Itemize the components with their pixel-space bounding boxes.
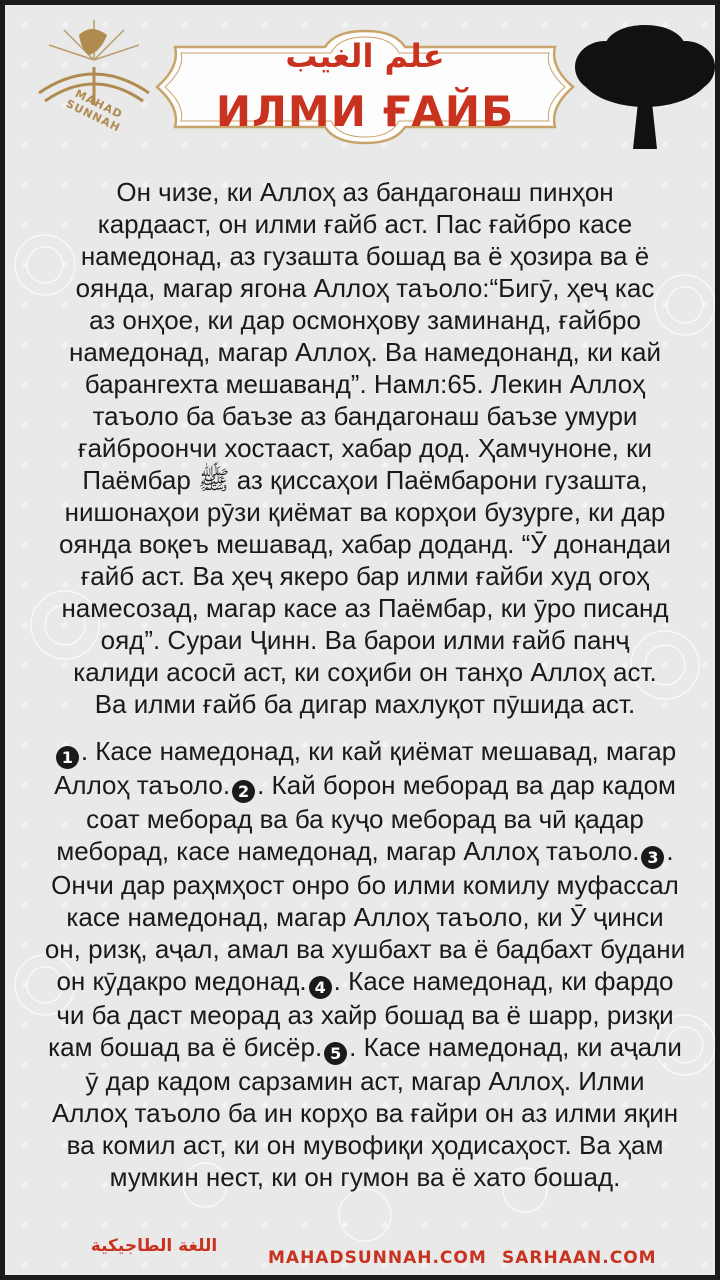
text-line: намесозад, магар касе аз Паёмбар, ки ӯро писанд bbox=[61, 593, 669, 623]
text-span: кам бошад ва ё бисёр. bbox=[48, 1032, 323, 1062]
text-line: он, ризқ, аҷал, амал ва хушбахт ва ё бадбахт будани bbox=[44, 934, 686, 964]
text-line bbox=[31, 735, 699, 769]
text-line: чи ба даст меорад аз хайр бошад ва ё шарр, ризқи bbox=[56, 1000, 674, 1030]
text-line: Ва илми ғайб ба дигар махлуқот пӯшида аст. bbox=[94, 689, 636, 719]
text-span: . Касе намедонад, ки аҷали bbox=[349, 1032, 682, 1062]
text-line: ва комил аст, ки он мувофиқи ҳодисаҳост. Ва ҳам bbox=[66, 1130, 664, 1160]
footer-site-link[interactable]: SARHAAN.COM bbox=[502, 1248, 657, 1268]
footer-arabic-label: اللغة الطاجيكية bbox=[90, 1236, 218, 1256]
text-line: намедонад, аз гузашта бошад ва ё ҳозира ва ё bbox=[80, 241, 650, 271]
footer-site-link[interactable]: MAHADSUNNAH.COM bbox=[268, 1248, 487, 1268]
text-line: соат меборад ва ба куҷо меборад ва чӣ қадар bbox=[86, 804, 644, 834]
text-line: ғайб аст. Ва ҳеҷ якеро бар илми ғайби худ огоҳ bbox=[80, 561, 650, 591]
text-line: кардааст, он илми ғайб аст. Пас ғайбро касе bbox=[97, 209, 633, 239]
text-line: ғайброончи хостааст, хабар дод. Ҳамчуноне, ки bbox=[77, 433, 653, 463]
tree-icon bbox=[571, 23, 719, 153]
keys-paragraph bbox=[31, 735, 699, 1193]
arabic-title: علم الغيب bbox=[285, 37, 445, 75]
page-title: ИЛМИ ҒАЙБ bbox=[215, 87, 515, 136]
logo-text: MAHAD SUNNAH bbox=[63, 87, 125, 135]
text-line: Аллоҳ таъоло ба ин корҳо ва ғайри он аз илми яқин bbox=[51, 1098, 679, 1128]
number-badge-5: 5 bbox=[324, 1042, 347, 1065]
number-badge-4: 4 bbox=[309, 976, 332, 999]
text-line: касе намедонад, магар Аллоҳ таъоло, ки Ӯ ҷинси bbox=[66, 902, 664, 932]
number-badge-1: 1 bbox=[56, 746, 79, 769]
text-line: оянда воқеъ мешавад, хабар доданд. “Ӯ донандаи bbox=[59, 529, 671, 559]
text-line: оянда, магар ягона Аллоҳ таъоло:“Бигӯ, ҳеҷ кас bbox=[75, 273, 655, 303]
text-line bbox=[31, 835, 699, 869]
text-span: он кӯдакро медонад. bbox=[56, 966, 307, 996]
number-badge-3: 3 bbox=[641, 846, 664, 869]
text-line: намедонад, магар Аллоҳ. Ва намедонанд, ки кай bbox=[68, 337, 661, 367]
text-line: Он чизе, ки Аллоҳ аз бандагонаш пинҳон bbox=[116, 177, 614, 207]
text-line bbox=[31, 1031, 699, 1065]
text-line bbox=[31, 965, 699, 999]
text-line: Паёмбар ﷺ аз қиссаҳои Паёмбарони гузашта, bbox=[82, 465, 648, 495]
intro-paragraph bbox=[31, 176, 699, 720]
text-span: меборад, касе намедонад, магар Аллоҳ таъоло. bbox=[56, 836, 640, 866]
text-line: барангехта мешаванд”. Намл:65. Лекин Аллоҳ bbox=[84, 369, 646, 399]
text-span: . bbox=[666, 836, 674, 866]
number-badge-2: 2 bbox=[232, 780, 255, 803]
text-span: . Касе намедонад, ки кай қиёмат мешавад, магар bbox=[80, 736, 677, 766]
text-line: ӯ дар кадом сарзамин аст, магар Аллоҳ. Илми bbox=[85, 1066, 645, 1096]
text-line: ояд”. Сураи Ҷинн. Ва барои илми ғайб панҷ bbox=[100, 625, 630, 655]
text-line: мумкин нест, ки он гумон ва ё хато бошад. bbox=[109, 1162, 621, 1192]
text-line: калиди асосӣ аст, ки соҳиби он танҳо Аллоҳ аст. bbox=[73, 657, 657, 687]
text-line: нишонаҳои рӯзи қиёмат ва корҳои бузурге, ки дар bbox=[64, 497, 666, 527]
text-span: . Кай борон меборад ва дар кадом bbox=[257, 770, 676, 800]
text-line: таъоло ба баъзе аз бандагонаш баъзе умури bbox=[92, 401, 638, 431]
text-line: аз онҳое, ки дар осмонҳову заминанд, ғайбро bbox=[89, 305, 641, 335]
text-line bbox=[31, 769, 699, 803]
text-line: Ончи дар раҳмҳост онро бо илми комилу муфассал bbox=[51, 870, 679, 900]
text-span: . Касе намедонад, ки фардо bbox=[333, 966, 674, 996]
text-span: Аллоҳ таъоло. bbox=[54, 770, 231, 800]
